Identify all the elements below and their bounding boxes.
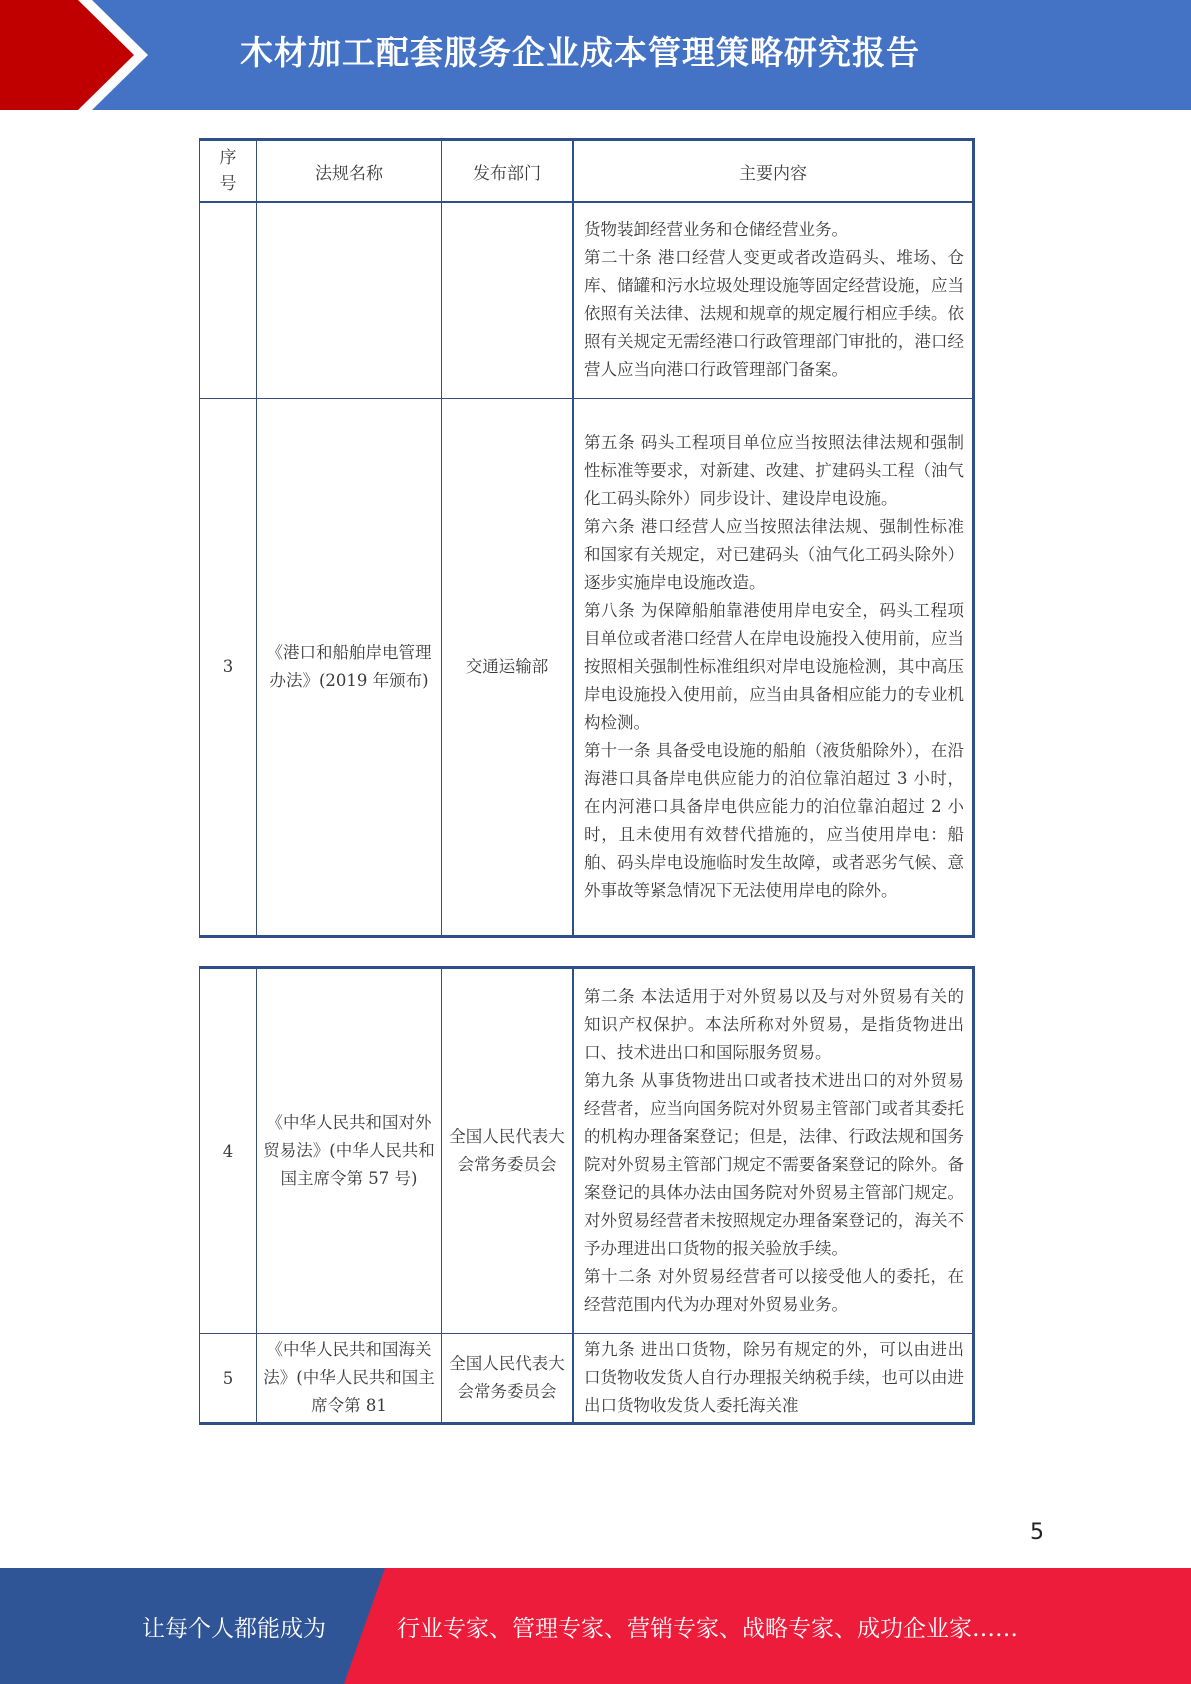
row-no: 5	[200, 1334, 257, 1424]
row-dept	[442, 202, 574, 398]
page-footer	[0, 1568, 1191, 1684]
row-dept: 全国人民代表大会常务委员会	[442, 968, 574, 1334]
header-dept: 发布部门	[442, 140, 574, 203]
row-dept: 全国人民代表大会常务委员会	[442, 1334, 574, 1424]
regulation-table-top	[199, 138, 975, 938]
row-name: 《中华人民共和国海关法》(中华人民共和国主席令第 81	[257, 1334, 442, 1424]
row-name: 《中华人民共和国对外贸易法》(中华人民共和国主席令第 57 号)	[257, 968, 442, 1334]
table-header-row	[200, 140, 974, 203]
row-name	[257, 202, 442, 398]
row-content: 货物装卸经营业务和仓储经营业务。 第二十条 港口经营人变更或者改造码头、堆场、仓库、储罐和污水垃圾处理设施等固定经营设施，应当依照有关法律、法规和规章的规定履行相应手续。依照有关规定无需经港口行政管理部门审批的，港口经营人应当向港口行政管理部门备案。	[573, 202, 974, 398]
row-no: 3	[200, 398, 257, 936]
row-content: 第五条 码头工程项目单位应当按照法律法规和强制性标准等要求，对新建、改建、扩建码头工程（油气化工码头除外）同步设计、建设岸电设施。 第六条 港口经营人应当按照法律法规、强制性标准和国家有关规定，对已建码头（油气化工码头除外）逐步实施岸电设施改造。 第八条 为保障船舶靠港使用岸电安全，码头工程项目单位或者港口经营人在岸电设施投入使用前，应当按照相关强制性标准组织对岸电设施检测，其中高压岸电设施投入使用前，应当由具备相应能力的专业机构检测。 第十一条 具备受电设施的船舶（液货船除外），在沿海港口具备岸电供应能力的泊位靠泊超过 3 小时，在内河港口具备岸电供应能力的泊位靠泊超过 2 小时，且未使用有效替代措施的，应当使用岸电：船舶、码头岸电设施临时发生故障，或者恶劣气候、意外事故等紧急情况下无法使用岸电的除外。	[573, 398, 974, 936]
row-dept: 交通运输部	[442, 398, 574, 936]
regulation-table-bottom	[199, 966, 975, 1425]
row-content: 第九条 进出口货物，除另有规定的外，可以由进出口货物收发货人自行办理报关纳税手续，也可以由进出口货物收发货人委托海关准	[573, 1334, 974, 1424]
header-no: 序 号	[200, 140, 257, 203]
header-content: 主要内容	[573, 140, 974, 203]
page-header	[0, 0, 1191, 110]
table-row	[200, 968, 974, 1334]
footer-slogan-right: 行业专家、管理专家、营销专家、战略专家、成功企业家……	[397, 1616, 1018, 1642]
table-row	[200, 202, 974, 398]
row-no	[200, 202, 257, 398]
row-name: 《港口和船舶岸电管理办法》(2019 年颁布)	[257, 398, 442, 936]
page-number: 5	[1030, 1520, 1044, 1545]
table-row	[200, 1334, 974, 1424]
row-content: 第二条 本法适用于对外贸易以及与对外贸易有关的知识产权保护。本法所称对外贸易，是指货物进出口、技术进出口和国际服务贸易。 第九条 从事货物进出口或者技术进出口的对外贸易经营者，应当向国务院对外贸易主管部门或者其委托的机构办理备案登记；但是，法律、行政法规和国务院对外贸易主管部门规定不需要备案登记的除外。备案登记的具体办法由国务院对外贸易主管部门规定。对外贸易经营者未按照规定办理备案登记的，海关不予办理进出口货物的报关验放手续。 第十二条 对外贸易经营者可以接受他人的委托，在经营范围内代为办理对外贸易业务。	[573, 968, 974, 1334]
header-name: 法规名称	[257, 140, 442, 203]
table-row	[200, 398, 974, 936]
row-no: 4	[200, 968, 257, 1334]
report-title: 木材加工配套服务企业成本管理策略研究报告	[240, 33, 920, 72]
footer-slogan-left: 让每个人都能成为	[142, 1616, 326, 1642]
